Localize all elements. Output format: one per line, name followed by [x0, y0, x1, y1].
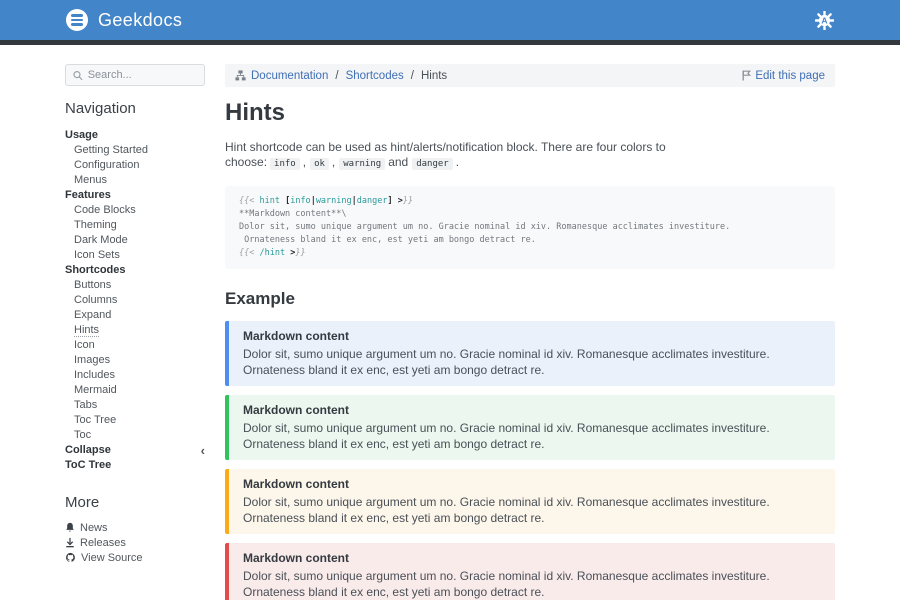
inline-code-warning: warning	[339, 158, 385, 170]
hint-body: Dolor sit, sumo unique argument um no. Gracie nominal id xiv. Romanesque acclimates investiture. Ornateness bland it ex enc, est yeti am bongo detract re.	[243, 421, 770, 451]
hint-title: Markdown content	[243, 551, 350, 565]
edit-this-page-link[interactable]: Edit this page	[742, 70, 825, 82]
search-icon	[73, 70, 83, 81]
hint-title: Markdown content	[243, 477, 350, 491]
sidebar-section-shortcodes[interactable]: Shortcodes	[65, 264, 126, 276]
sidebar-item-images[interactable]: Images	[74, 354, 111, 366]
sidebar-section-usage[interactable]: Usage	[65, 129, 99, 141]
code-line-1: {{< hint [info|warning|danger] >}}	[239, 196, 414, 206]
inline-code-ok: ok	[310, 158, 329, 170]
breadcrumb-separator: /	[335, 69, 339, 82]
code-block	[225, 186, 835, 269]
hint-body: Dolor sit, sumo unique argument um no. Gracie nominal id xiv. Romanesque acclimates investiture. Ornateness bland it ex enc, est yeti am bongo detract re.	[243, 569, 770, 599]
sidebar-item-toc[interactable]: Toc	[74, 429, 92, 441]
download-icon	[65, 537, 75, 548]
flag-icon	[742, 70, 751, 81]
sidebar-section-toc-tree[interactable]: ToC Tree	[65, 459, 112, 471]
code-line-5: {{< /hint >}}	[239, 248, 306, 258]
code-line-3: Dolor sit, sumo unique argument um no. Gracie nominal id xiv. Romanesque acclimates investiture.	[239, 222, 731, 232]
hint-body: Dolor sit, sumo unique argument um no. Gracie nominal id xiv. Romanesque acclimates investiture. Ornateness bland it ex enc, est yeti am bongo detract re.	[243, 495, 770, 525]
inline-code-info: info	[270, 158, 300, 170]
breadcrumb-separator: /	[410, 69, 414, 82]
sidebar-item-columns[interactable]: Columns	[74, 294, 118, 306]
sidebar-item-menus[interactable]: Menus	[74, 174, 108, 186]
sidebar-item-buttons[interactable]: Buttons	[74, 279, 112, 291]
sidebar-item-code-blocks[interactable]: Code Blocks	[74, 204, 136, 216]
more-heading: More	[65, 494, 100, 511]
hint-block-danger	[225, 543, 835, 600]
sidebar-item-icon[interactable]: Icon	[74, 339, 95, 351]
sidebar	[65, 64, 205, 600]
nav-heading: Navigation	[65, 100, 136, 117]
breadcrumb-link-shortcodes[interactable]: Shortcodes	[345, 69, 404, 82]
svg-text:A: A	[821, 15, 828, 26]
more-item-releases[interactable]: Releases	[65, 535, 205, 550]
sidebar-item-toc-tree[interactable]: Toc Tree	[74, 414, 117, 426]
hint-block-ok	[225, 395, 835, 460]
main-content	[225, 64, 835, 600]
sidebar-section-features[interactable]: Features	[65, 189, 111, 201]
example-heading: Example	[225, 289, 295, 308]
chevron-left-icon[interactable]: ‹	[200, 443, 205, 458]
app-header	[0, 0, 900, 40]
hint-title: Markdown content	[243, 329, 350, 343]
inline-code-danger: danger	[412, 158, 453, 170]
search-input[interactable]	[88, 69, 197, 81]
sitemap-icon	[235, 70, 246, 81]
sidebar-section-collapse[interactable]: Collapse ‹	[65, 443, 205, 458]
sidebar-item-theming[interactable]: Theming	[74, 219, 117, 231]
sidebar-item-expand[interactable]: Expand	[74, 309, 112, 321]
code-line-4: Ornateness bland it ex enc, est yeti am bongo detract re.	[239, 235, 536, 245]
github-icon	[65, 552, 76, 563]
intro-paragraph: Hint shortcode can be used as hint/alerts/notification block. There are four colors to choose: info , ok , warning and danger .	[225, 140, 666, 169]
sidebar-item-hints[interactable]: Hints	[74, 324, 100, 336]
page-title: Hints	[225, 99, 285, 126]
search-box[interactable]	[65, 64, 205, 86]
brand-link[interactable]	[66, 9, 182, 31]
hint-title: Markdown content	[243, 403, 350, 417]
geekdocs-logo-icon	[66, 9, 88, 31]
hint-block-warning	[225, 469, 835, 534]
hint-body: Dolor sit, sumo unique argument um no. Gracie nominal id xiv. Romanesque acclimates investiture. Ornateness bland it ex enc, est yeti am bongo detract re.	[243, 347, 770, 377]
breadcrumb	[225, 64, 835, 87]
auto-theme-toggle-button[interactable]	[815, 11, 834, 30]
auto-theme-icon	[815, 11, 834, 30]
hint-block-info	[225, 321, 835, 386]
sidebar-item-configuration[interactable]: Configuration	[74, 159, 140, 171]
more-item-view-source[interactable]: View Source	[65, 550, 205, 565]
sidebar-item-getting-started[interactable]: Getting Started	[74, 144, 148, 156]
breadcrumb-current: Hints	[420, 69, 448, 82]
sidebar-item-mermaid[interactable]: Mermaid	[74, 384, 117, 396]
breadcrumb-link-documentation[interactable]: Documentation	[251, 69, 329, 82]
sidebar-item-dark-mode[interactable]: Dark Mode	[74, 234, 128, 246]
sidebar-item-tabs[interactable]: Tabs	[74, 399, 98, 411]
bell-icon	[65, 522, 75, 533]
code-line-2: **Markdown content**\	[239, 209, 347, 219]
sidebar-item-icon-sets[interactable]: Icon Sets	[74, 249, 120, 261]
more-item-news[interactable]: News	[65, 520, 205, 535]
brand-title: Geekdocs	[98, 9, 183, 30]
sidebar-item-includes[interactable]: Includes	[74, 369, 115, 381]
